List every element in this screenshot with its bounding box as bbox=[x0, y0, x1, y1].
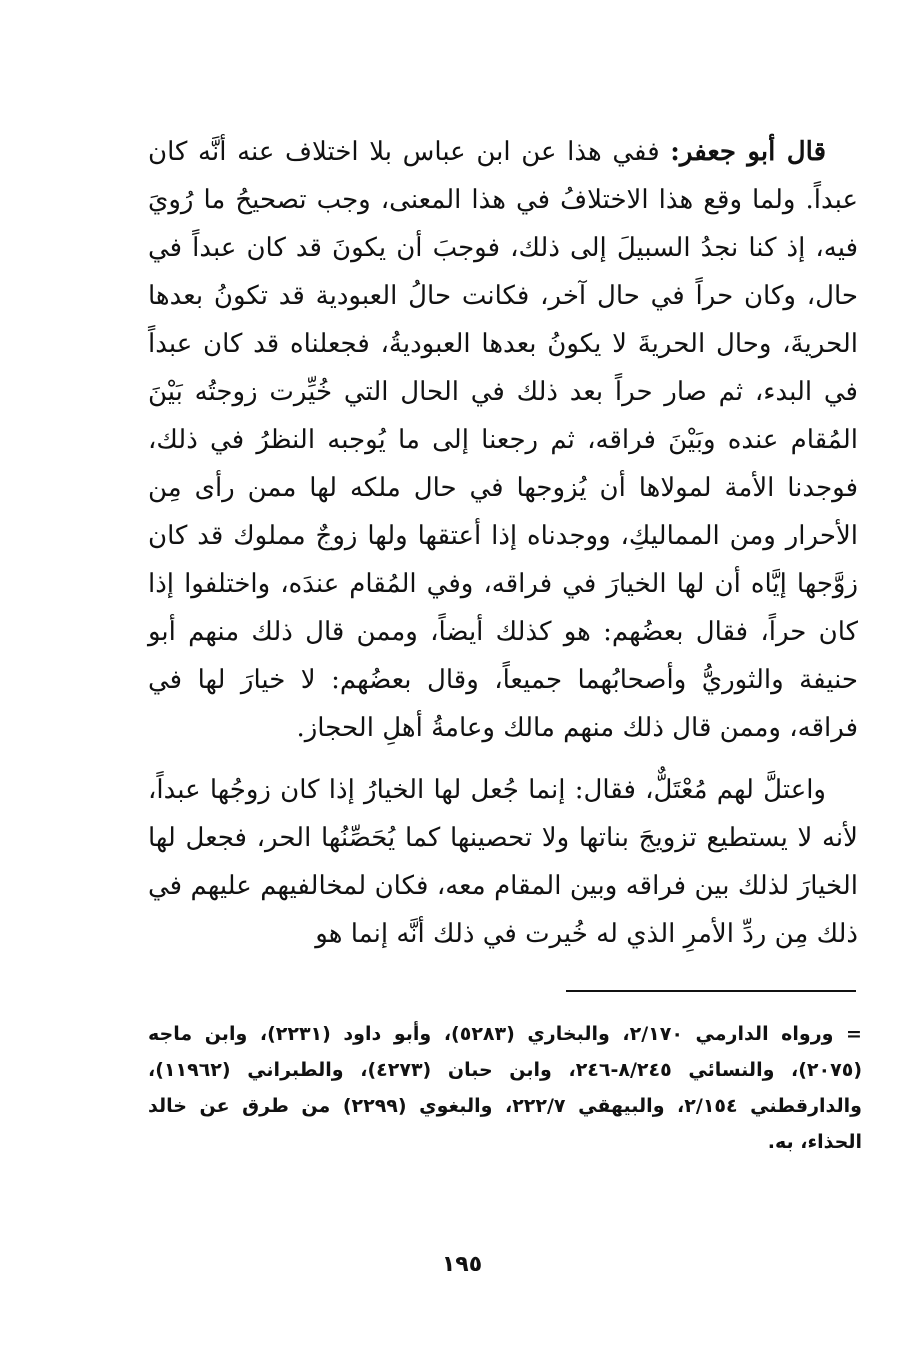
footnote-separator bbox=[566, 990, 856, 992]
main-text bbox=[148, 128, 858, 958]
paragraph: واعتلَّ لهم مُعْتَلٌّ، فقال: إنما جُعل لها الخيارُ إذا كان زوجُها عبداً، لأنه لا يستطيع تزويجَ بناتها ولا تحصينها كما يُحَصِّنُها الحر، فجعل لها الخيارَ لذلك بين فراقه وبين المقام معه، فكان لمخالفيهم عليهم في ذلك مِن ردِّ الأمرِ الذي له خُيرت في ذلك أنَّه إنما هو bbox=[148, 775, 858, 949]
paragraph-text: ففي هذا عن ابن عباس بلا اختلاف عنه أنَّه كان عبداً. ولما وقع هذا الاختلافُ في هذا المعنى، وجب تصحيحُ ما رُويَ فيه، إذ كنا نجدُ السبيلَ إلى ذلك، فوجبَ أن يكونَ قد كان عبداً في حال، وكان حراً في حال آخر، فكانت حالُ العبودية قد تكونُ بعدها الحريةَ، وحال الحريةَ لا يكونُ بعدها العبوديةُ، فجعلناه قد كان عبداً في البدء، ثم صار حراً بعد ذلك في الحال التي خُيِّرت زوجتُه بَيْنَ المُقام عنده وبَيْنَ فراقه، ثم رجعنا إلى ما يُوجبه النظرُ في ذلك، فوجدنا الأمة لمولاها أن يُزوجها في حال ملكه لها ممن رأى مِن الأحرار ومن المماليكِ، ووجدناه إذا أعتقها ولها زوجٌ مملوك قد كان زوَّجها إيَّاه أن لها الخيارَ في فراقه، وفي المُقام عندَه، واختلفوا إذا كان حراً، فقال بعضُهم: هو كذلك أيضاً، وممن قال ذلك منهم أبو حنيفة والثوريُّ وأصحابُهما جميعاً، وقال بعضُهم: لا خيارَ لها في فراقه، وممن قال ذلك منهم مالك وعامةُ أهلِ الحجاز. bbox=[148, 137, 858, 743]
page-number: ١٩٥ bbox=[441, 1252, 483, 1277]
footnote: = ورواه الدارمي ٢/١٧٠، والبخاري (٥٢٨٣)، وأبو داود (٢٢٣١)، وابن ماجه (٢٠٧٥)، والنسائي ٨/٢٤٥-٢٤٦، وابن حبان (٤٢٧٣)، والطبراني (١١٩٦٢)، والدارقطني ٢/١٥٤، والبيهقي ٢٢٢/٧، والبغوي (٢٢٩٩) من طرق عن خالد الحذاء، به. bbox=[148, 1023, 862, 1153]
paragraph bbox=[148, 128, 858, 752]
paragraph-lead: قال أبو جعفر: bbox=[670, 137, 826, 167]
